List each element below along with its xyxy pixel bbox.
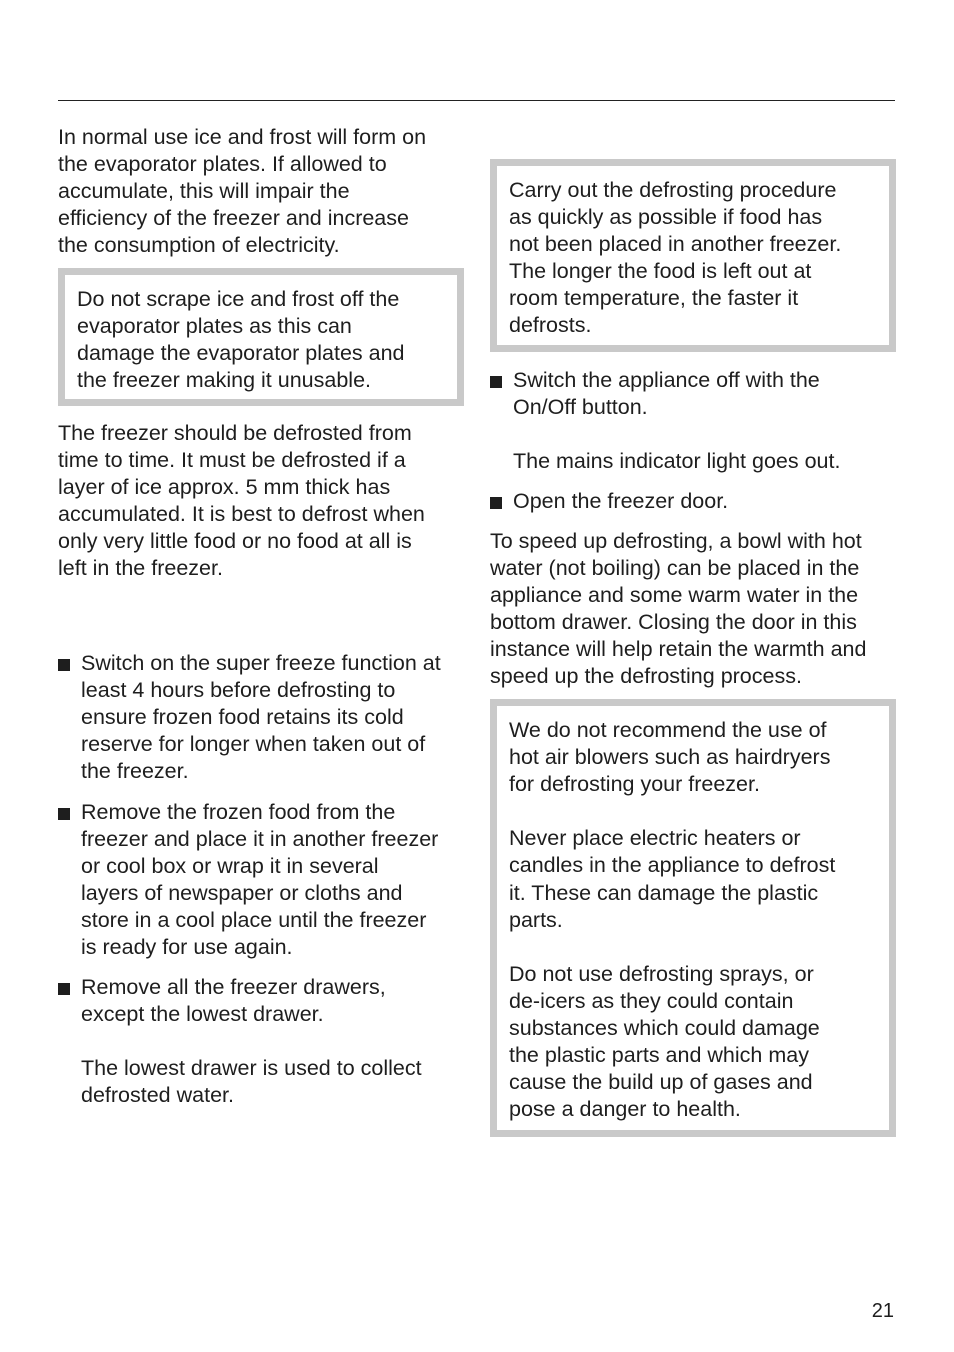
caution-box [490,699,896,1137]
bullet-square-icon [490,376,502,388]
bullet-square-icon [490,497,502,509]
warning-box [58,268,464,406]
step-text: Remove the frozen food from the freezer and place it in another freezer or cool box or wrap it in several layers of newspaper or cloths and store in a cool place until the freezer is ready for use again. [81,800,439,960]
step-text: Remove all the freezer drawers, except the lowest drawer. The lowest drawer is used to collect defrosted water. [81,975,422,1108]
intro-paragraph: In normal use ice and frost will form on the evaporator plates. If allowed to accumulate, this will impair the efficiency of the freezer and increase the consumption of electricity. [58,125,427,258]
speed-paragraph: To speed up defrosting, a bowl with hot water (not boiling) can be placed in the appliance and some warm water in the bottom drawer. Closing the door in this instance will help retain the warmth and speed up the defrosting process. [490,529,867,689]
page-number: 21 [871,1300,894,1322]
bullet-square-icon [58,983,70,995]
caution-text: We do not recommend the use of hot air blowers such as hairdryers for defrosting your freezer. Never place electric heaters or candles in the appliance to defrost it. These can damage the plastic parts. Do not use defrosting sprays, or de-icers as they could contain substances which could damage the plastic parts and which may cause the build up of gases and pose a danger to health. [509,718,836,1122]
step-text: Switch the appliance off with the On/Off button. The mains indicator light goes out. [513,368,841,474]
warning-text: Do not scrape ice and frost off the evaporator plates as this can damage the evaporator plates and the freezer making it unusable. [77,287,405,393]
defrost-paragraph: The freezer should be defrosted from time to time. It must be defrosted if a layer of ice approx. 5 mm thick has accumulated. It is best to defrost when only very little food or no food at all is left in the freezer. [58,421,425,581]
step-text: Switch on the super freeze function at least 4 hours before defrosting to ensure frozen food retains its cold reserve for longer when taken out of the freezer. [81,651,441,784]
notice-box [490,159,896,352]
bullet-square-icon [58,808,70,820]
header-rule [58,100,895,101]
bullet-square-icon [58,659,70,671]
step-text: Open the freezer door. [513,489,729,513]
notice-text: Carry out the defrosting procedure as quickly as possible if food has not been placed in another freezer. The longer the food is left out at room temperature, the faster it defrosts. [509,178,842,338]
